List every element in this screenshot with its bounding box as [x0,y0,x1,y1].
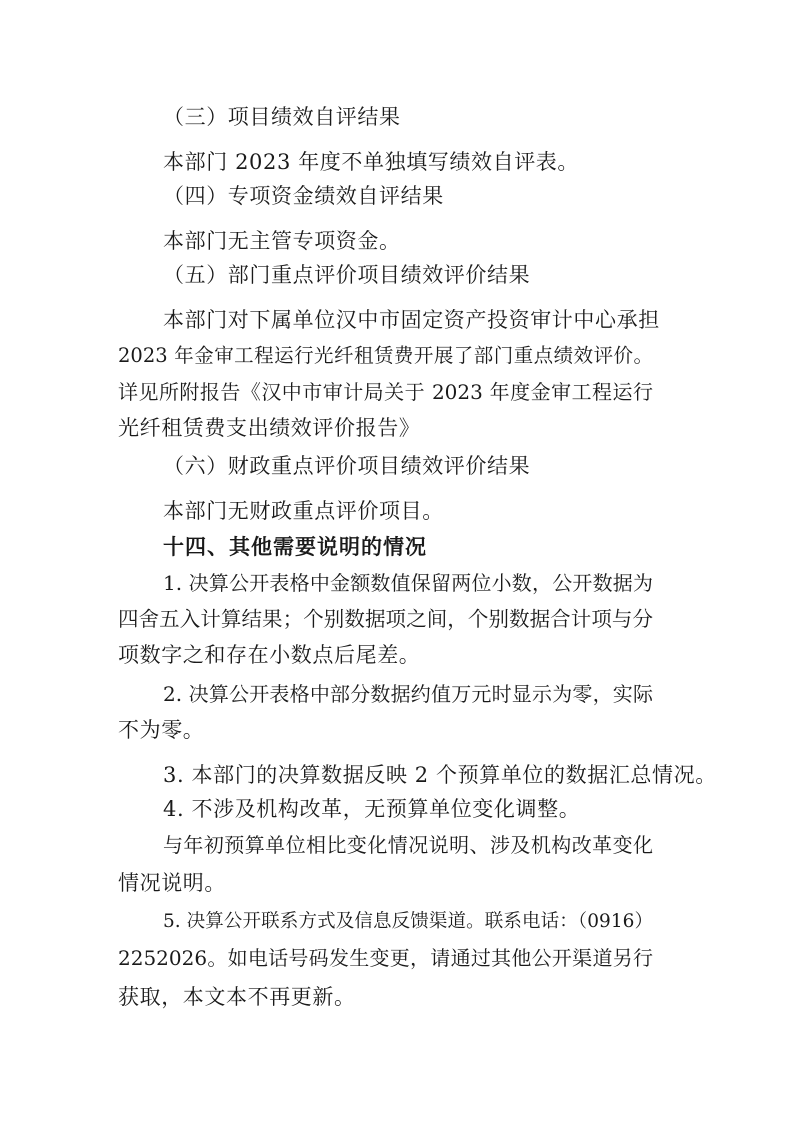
list-item-2: 2. 决算公开表格中部分数据约值万元时显示为零，实际 [163,682,653,706]
list-item-3: 3. 本部门的决算数据反映 2 个预算单位的数据汇总情况。 [163,763,717,787]
paragraph-line: 获取，本文本不再更新。 [118,985,356,1009]
paragraph-line: 本部门对下属单位汉中市固定资产投资审计中心承担 [163,308,660,332]
list-item-4: 4. 不涉及机构改革，无预算单位变化调整。 [163,797,581,821]
paragraph-line: 2252026。如电话号码发生变更，请通过其他公开渠道另行 [118,946,653,970]
paragraph-line: 本部门无财政重点评价项目。 [163,499,444,523]
subsection-heading-4: （四）专项资金绩效自评结果 [163,184,444,208]
paragraph-line: 2023 年金审工程运行光纤租赁费开展了部门重点绩效评价。 [118,344,653,367]
paragraph-line: 与年初预算单位相比变化情况说明、涉及机构改革变化 [163,833,653,857]
paragraph-line: 不为零。 [118,718,205,742]
subsection-heading-6: （六）财政重点评价项目绩效评价结果 [163,454,531,478]
paragraph-line: 四舍五入计算结果；个别数据项之间，个别数据合计项与分 [118,607,653,631]
subsection-heading-5: （五）部门重点评价项目绩效评价结果 [163,263,531,287]
list-item-1: 1. 决算公开表格中金额数值保留两位小数，公开数据为 [163,571,653,595]
subsection-heading-3: （三）项目绩效自评结果 [163,105,401,129]
section-heading-14: 十四、其他需要说明的情况 [163,535,427,559]
list-item-5: 5. 决算公开联系方式及信息反馈渠道。联系电话：（0916） [163,911,653,932]
paragraph-line: 情况说明。 [118,871,226,895]
paragraph-line: 本部门无主管专项资金。 [163,229,401,253]
paragraph-line: 详见所附报告《汉中市审计局关于 2023 年度金审工程运行 [118,380,653,404]
paragraph-line: 光纤租赁费支出绩效评价报告》 [118,416,421,440]
paragraph-line: 本部门 2023 年度不单独填写绩效自评表。 [163,150,579,174]
paragraph-line: 项数字之和存在小数点后尾差。 [118,643,421,667]
